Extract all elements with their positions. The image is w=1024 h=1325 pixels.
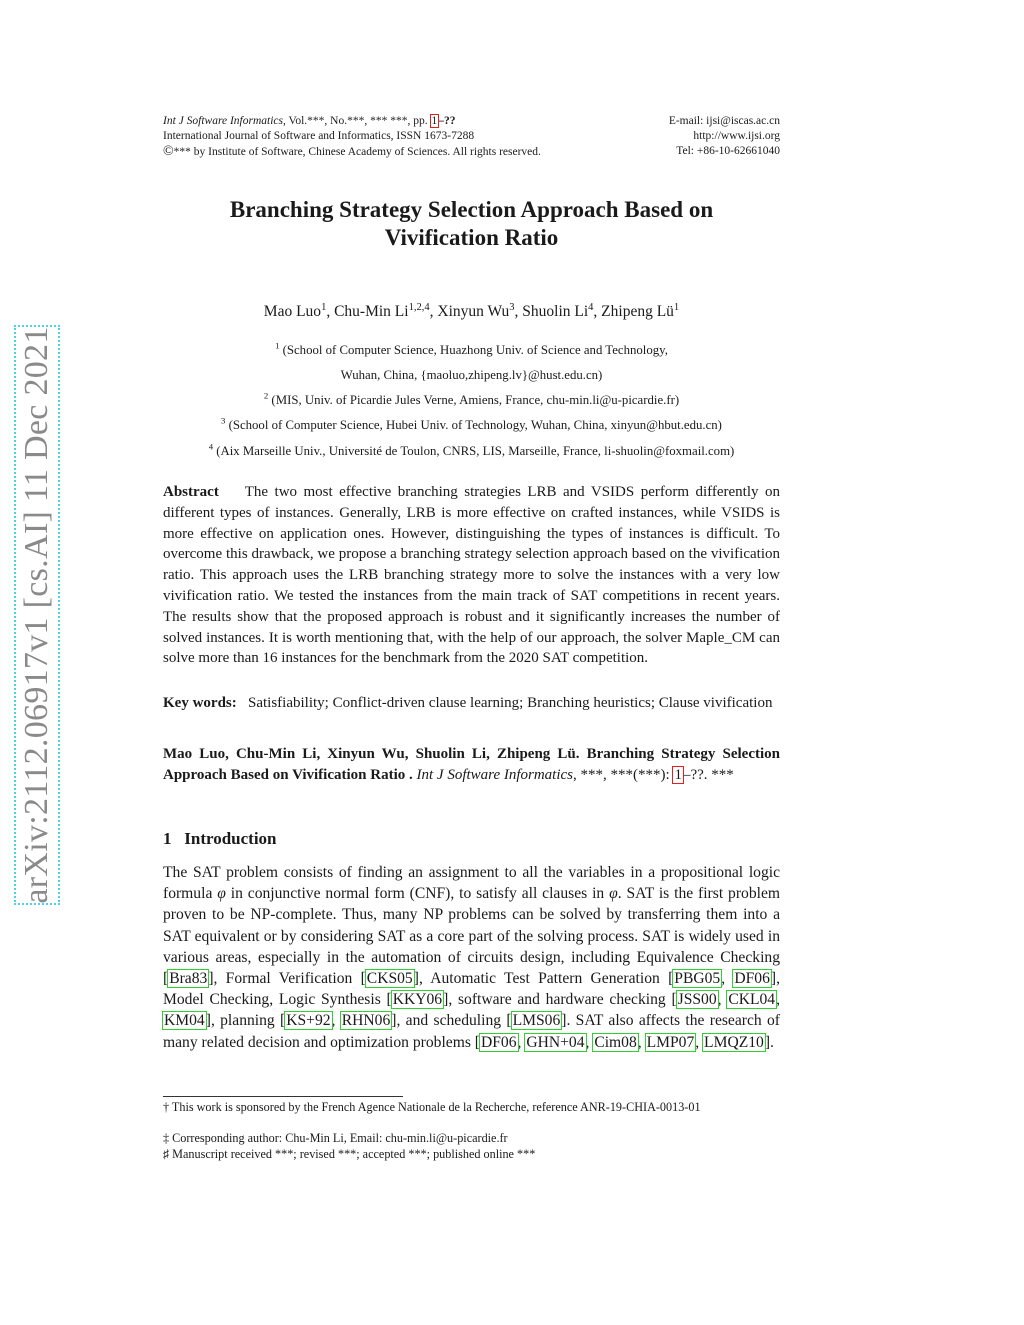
affiliation-text: Wuhan, China, {maoluo,zhipeng.lv}@hust.edu.cn) bbox=[340, 368, 603, 382]
journal-volume-line bbox=[163, 114, 456, 129]
affiliation-number: 3 bbox=[221, 415, 226, 426]
copyright-text: *** by Institute of Software, Chinese Academy of Sciences. All rights reserved. bbox=[173, 146, 541, 158]
affiliation-number: 2 bbox=[263, 390, 269, 401]
author-name: Chu-Min Li bbox=[334, 303, 409, 320]
citation-link[interactable]: CKS05 bbox=[366, 970, 413, 988]
citation-link[interactable]: GHN+04 bbox=[526, 1033, 585, 1051]
affiliation-number: 4 bbox=[208, 441, 214, 452]
phi-symbol: φ bbox=[609, 885, 618, 903]
citation-page-link[interactable]: 1 bbox=[674, 766, 682, 783]
footnote-corresponding: ‡ Corresponding author: Chu-Min Li, Email: chu-min.li@u-picardie.fr bbox=[163, 1131, 508, 1145]
journal-tel: Tel: +86-10-62661040 bbox=[676, 145, 780, 157]
citation-link[interactable]: RHN06 bbox=[341, 1012, 391, 1030]
citation-link[interactable]: PBG05 bbox=[674, 970, 721, 988]
citation-link[interactable]: CKL04 bbox=[728, 991, 776, 1009]
author-name: Mao Luo bbox=[263, 303, 322, 320]
title-line-1: Branching Strategy Selection Approach Based on bbox=[229, 197, 714, 222]
author-affiliation-marker: 1 bbox=[673, 301, 680, 313]
keywords bbox=[163, 690, 780, 716]
intro-text: , Automatic Test Pattern Generation bbox=[418, 970, 669, 988]
citation-page-range: –??. *** bbox=[682, 766, 734, 783]
author-separator: , bbox=[514, 303, 523, 320]
journal-full-name: International Journal of Software and Informatics, ISSN 1673-7288 bbox=[163, 130, 475, 142]
footnote-divider bbox=[163, 1096, 403, 1097]
arxiv-stamp-text: arXiv:2112.06917v1 [cs.AI] 11 Dec 2021 bbox=[18, 326, 55, 904]
affiliation-3 bbox=[163, 415, 780, 433]
citation-link[interactable]: DF06 bbox=[481, 1033, 517, 1051]
citation-link[interactable]: LMS06 bbox=[512, 1012, 561, 1030]
phi-symbol: φ bbox=[217, 885, 226, 903]
affiliation-text: (Aix Marseille Univ., Université de Toulon, CNRS, LIS, Marseille, France, li-shuolin@foxmail.com) bbox=[213, 444, 735, 458]
affiliation-text: (MIS, Univ. of Picardie Jules Verne, Amiens, France, chu-min.li@u-picardie.fr) bbox=[268, 393, 680, 407]
journal-volume: Vol.***, No.***, *** ***, pp. bbox=[285, 115, 431, 127]
citation-link[interactable]: DF06 bbox=[734, 970, 770, 988]
journal-name: Int J Software Informatics, bbox=[163, 115, 286, 127]
author-list bbox=[163, 303, 780, 321]
paper-title bbox=[163, 196, 780, 252]
affiliation-number: 1 bbox=[275, 340, 280, 351]
author-affiliation-marker: 1,2,4 bbox=[408, 301, 430, 313]
citation-link[interactable]: KKY06 bbox=[392, 991, 443, 1009]
citation-link[interactable]: KM04 bbox=[164, 1012, 205, 1030]
author-affiliation-marker: 3 bbox=[509, 301, 515, 313]
citation bbox=[163, 744, 780, 786]
affiliation-text: (School of Computer Science, Hubei Univ. of Technology, Wuhan, China, xinyun@hbut.edu.cn) bbox=[225, 418, 722, 432]
section-number: 1 bbox=[163, 829, 172, 848]
intro-text: , and scheduling bbox=[396, 1012, 507, 1030]
author-name: Zhipeng Lü bbox=[601, 303, 674, 320]
journal-url: http://www.ijsi.org bbox=[693, 130, 780, 142]
abstract-text: The two most effective branching strategies LRB and VSIDS perform differently on different types of instances. Generally, LRB is more effective on crafted instances, while VSIDS is more effective on application ones. However, distinguishing the types of instances is difficult. To overcome this drawback, we propose a branching strategy selection approach based on the vivification ratio. This approach uses the LRB branching strategy more to solve the instances with a very low vivification ratio. We tested the instances from the main track of SAT competitions in recent years. The results show that the proposed approach is robust and it significantly increases the number of solved instances. It is worth mentioning that, with the help of our approach, the solver Maple_CM can solve more than 16 instances for the benchmark from the 2020 SAT competition. bbox=[163, 484, 780, 667]
intro-text: , software and hardware checking bbox=[448, 991, 672, 1009]
journal-email: E-mail: ijsi@iscas.ac.cn bbox=[668, 115, 780, 127]
author-separator: , bbox=[593, 303, 602, 320]
author-separator: , bbox=[429, 303, 438, 320]
citation-link[interactable]: KS+92 bbox=[286, 1012, 331, 1030]
copyright-icon: © bbox=[163, 144, 174, 159]
journal-header bbox=[163, 114, 780, 160]
author-affiliation-marker: 1 bbox=[321, 301, 327, 313]
abstract bbox=[163, 482, 780, 669]
intro-text: . SAT also affects the research of many related decision and optimization problems bbox=[163, 1012, 780, 1051]
keywords-label: Key words: bbox=[163, 695, 237, 711]
affiliation-4 bbox=[140, 441, 803, 459]
abstract-label: Abstract bbox=[163, 484, 219, 500]
citation-authors-title: Mao Luo, Chu-Min Li, Xinyun Wu, Shuolin Li, Zhipeng Lü. Branching Strategy Selection Approach Based on Vivification Ratio . bbox=[163, 746, 780, 783]
affiliation-2 bbox=[163, 390, 780, 408]
intro-text: in conjunctive normal form (CNF), to satisfy all clauses in bbox=[225, 885, 610, 903]
citation-volume: , ***, ***(***): bbox=[573, 766, 674, 783]
footnote-manuscript: ♯ Manuscript received ***; revised ***; accepted ***; published online *** bbox=[163, 1147, 536, 1161]
footnote-funding: † This work is sponsored by the French Agence Nationale de la Recherche, reference ANR-19-CHIA-0013-01 bbox=[163, 1100, 701, 1114]
intro-text: , Formal Verification bbox=[213, 970, 361, 988]
intro-text: . bbox=[770, 1033, 774, 1051]
section-title: Introduction bbox=[184, 829, 277, 848]
citation-link[interactable]: LMQZ10 bbox=[704, 1033, 764, 1051]
copyright-line bbox=[163, 144, 541, 160]
citation-link[interactable]: LMP07 bbox=[646, 1033, 695, 1051]
author-name: Xinyun Wu bbox=[437, 303, 510, 320]
citation-link[interactable]: Cim08 bbox=[594, 1033, 637, 1051]
author-separator: , bbox=[326, 303, 335, 320]
intro-paragraph: The SAT problem consists of finding an assignment to all the variables in a propositional logic formula φ in conjunctive normal form (CNF), to satisfy all clauses in φ. SAT is the first problem proven to be NP-complete. Thus, many NP problems can be solved by transferring them into a SAT equivalent or by considering SAT as a core part of the solving process. SAT is widely used in various areas, especially in the automation of circuits design, including Equivalence Checking [Bra83], Formal Verification [CKS05], Automatic Test Pattern Generation [PBG05, DF06], Model Checking, Logic Synthesis [KKY06], software and hardware checking [JSS00, CKL04, KM04], planning [KS+92, RHN06], and scheduling [LMS06]. SAT also affects the research of many related decision and optimization problems [DF06, GHN+04, Cim08, LMP07, LMQZ10]. bbox=[163, 864, 781, 1051]
intro-text: , planning bbox=[210, 1012, 281, 1030]
page-first-link[interactable]: 1 bbox=[431, 115, 438, 127]
citation-link[interactable]: Bra83 bbox=[169, 970, 208, 988]
page-range: –?? bbox=[438, 115, 456, 127]
section-heading bbox=[163, 829, 277, 849]
author-name: Shuolin Li bbox=[522, 303, 589, 320]
intro-text: . SAT is the first problem proven to be NP-complete. Thus, many NP problems can be solved by transferring them into a SAT equivalent or by considering SAT as a core part of the solving process. SAT is widely used in various areas, especially in the automation of circuits design, including Equivalence Checking bbox=[163, 885, 780, 966]
citation-journal: Int J Software Informatics bbox=[416, 766, 574, 783]
title-line-2: Vivification Ratio bbox=[384, 225, 559, 250]
author-affiliation-marker: 4 bbox=[588, 301, 594, 313]
intro-text: , Model Checking, Logic Synthesis bbox=[163, 970, 781, 1009]
affiliation-text: (School of Computer Science, Huazhong Univ. of Science and Technology, bbox=[279, 343, 668, 357]
arxiv-stamp bbox=[14, 325, 60, 905]
citation-link[interactable]: JSS00 bbox=[677, 991, 717, 1009]
intro-text: The SAT problem consists of finding an assignment to all the variables in a propositional logic formula bbox=[163, 864, 780, 903]
affiliation-1-cont bbox=[163, 368, 780, 383]
affiliation-1 bbox=[163, 340, 780, 358]
keywords-text: Satisfiability; Conflict-driven clause learning; Branching heuristics; Clause vivification bbox=[248, 695, 773, 711]
